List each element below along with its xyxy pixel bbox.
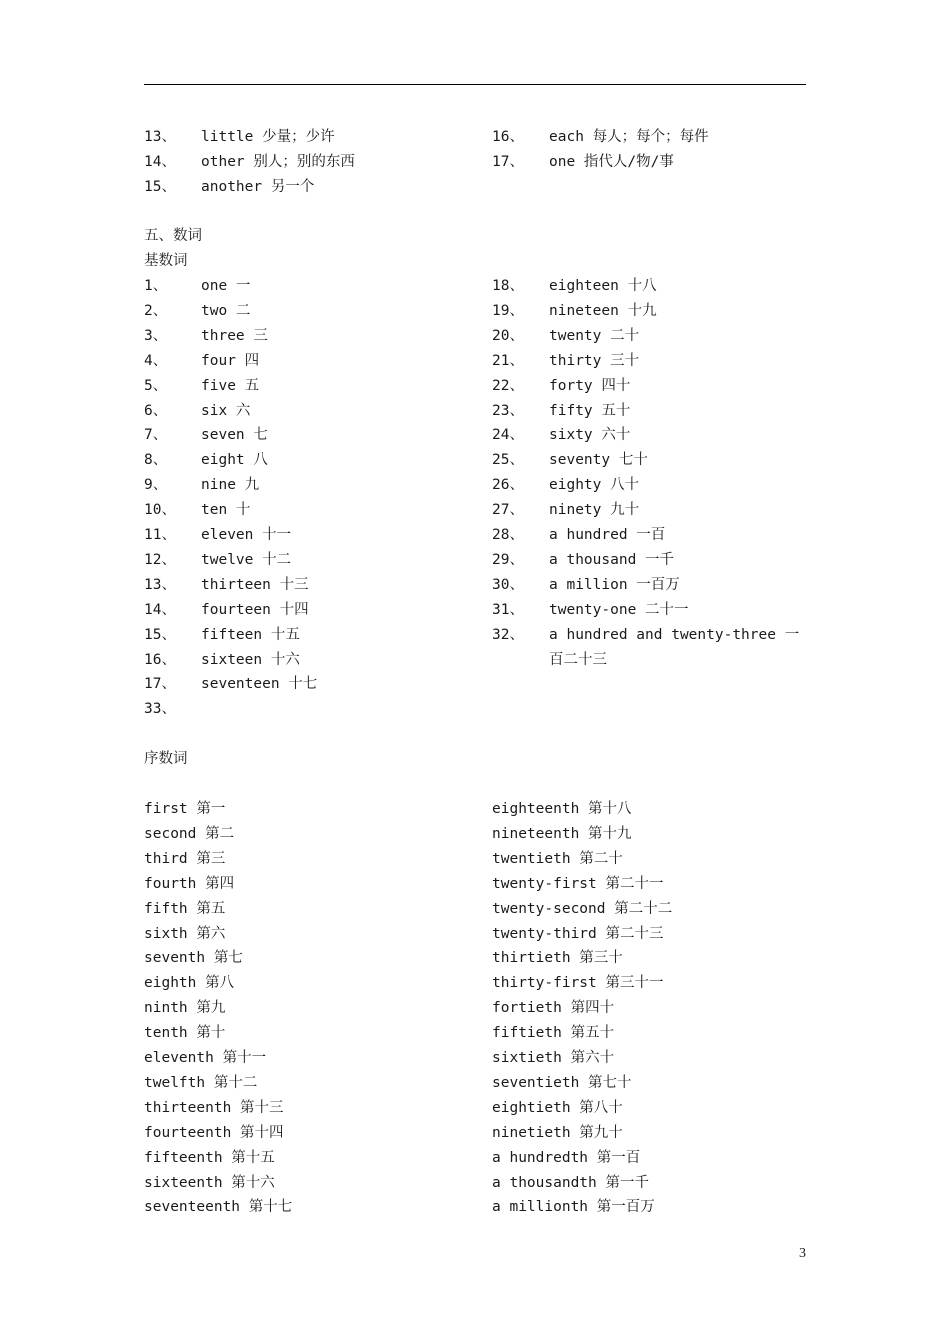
ordinal-item: ninetieth 第九十 xyxy=(492,1124,623,1141)
pronoun-item-number: 13、 xyxy=(144,129,176,145)
ordinal-item: a thousandth 第一千 xyxy=(492,1174,649,1191)
ordinal-item: eightieth 第八十 xyxy=(492,1099,623,1116)
cardinal-item-text: thirteen 十三 xyxy=(201,576,309,593)
cardinal-item-number: 13、 xyxy=(144,576,176,593)
cardinal-item-text: twelve 十二 xyxy=(201,551,292,568)
ordinal-item: thirtieth 第三十 xyxy=(492,950,623,967)
cardinal-item-number: 32、 xyxy=(492,626,524,643)
cardinal-item-text: six 六 xyxy=(201,402,251,419)
ordinal-item: fourth 第四 xyxy=(144,875,235,892)
cardinal-item-text: five 五 xyxy=(201,377,260,394)
ordinal-item: a millionth 第一百万 xyxy=(492,1199,655,1216)
cardinal-item-text: fifteen 十五 xyxy=(201,626,300,643)
ordinal-item: nineteenth 第十九 xyxy=(492,825,632,842)
cardinal-item-number: 15、 xyxy=(144,626,176,643)
cardinal-heading: 基数词 xyxy=(144,253,188,269)
ordinal-item: eleventh 第十一 xyxy=(144,1050,267,1066)
cardinal-item-number: 6、 xyxy=(144,402,168,419)
ordinal-item: fifth 第五 xyxy=(144,900,226,917)
cardinal-item-text: seventy 七十 xyxy=(549,452,648,469)
cardinal-item-text: a hundred and twenty-three 一 xyxy=(549,626,800,643)
cardinal-item-number: 17、 xyxy=(144,676,176,693)
ordinal-item: seventieth 第七十 xyxy=(492,1074,632,1091)
ordinal-item: thirteenth 第十三 xyxy=(144,1099,284,1116)
cardinal-item-text: a hundred 一百 xyxy=(549,527,666,543)
ordinal-item: fiftieth 第五十 xyxy=(492,1025,615,1042)
cardinal-item-number: 1、 xyxy=(144,278,168,294)
cardinal-item-text: eighty 八十 xyxy=(549,477,640,494)
cardinal-item-text: a thousand 一千 xyxy=(549,551,675,568)
cardinal-item-number: 5、 xyxy=(144,377,168,394)
pronoun-item-number: 16、 xyxy=(492,129,524,145)
ordinal-item: sixth 第六 xyxy=(144,925,226,942)
ordinal-item: fifteenth 第十五 xyxy=(144,1149,275,1166)
ordinal-item: ninth 第九 xyxy=(144,1000,226,1017)
cardinal-item-number: 12、 xyxy=(144,551,176,568)
ordinal-item: seventh 第七 xyxy=(144,950,243,967)
pronoun-item-text: each 每人；每个；每件 xyxy=(549,129,709,145)
cardinal-item-text: twenty 二十 xyxy=(549,327,640,344)
ordinal-item: sixteenth 第十六 xyxy=(144,1174,275,1191)
cardinal-item-number: 20、 xyxy=(492,327,524,344)
cardinal-item-text: two 二 xyxy=(201,302,251,319)
cardinal-item-number: 2、 xyxy=(144,302,168,319)
ordinal-item: seventeenth 第十七 xyxy=(144,1199,293,1216)
cardinal-item-number: 9、 xyxy=(144,477,168,494)
cardinal-item-number: 11、 xyxy=(144,527,176,543)
cardinal-item-text: three 三 xyxy=(201,327,268,344)
cardinal-item-text: four 四 xyxy=(201,352,260,369)
ordinal-item: twenty-second 第二十二 xyxy=(492,900,673,917)
cardinal-item-text: fifty 五十 xyxy=(549,402,631,419)
cardinal-item-text: eleven 十一 xyxy=(201,527,292,543)
ordinal-item: eighteenth 第十八 xyxy=(492,801,632,817)
cardinal-item-number: 21、 xyxy=(492,352,524,369)
pronoun-item-number: 17、 xyxy=(492,153,524,170)
cardinal-item-text: eight 八 xyxy=(201,452,268,469)
cardinal-item-number: 28、 xyxy=(492,527,524,543)
ordinal-item: eighth 第八 xyxy=(144,975,235,992)
cardinal-item-text: forty 四十 xyxy=(549,377,631,394)
pronoun-item-number: 14、 xyxy=(144,153,176,170)
page-number: 3 xyxy=(799,1246,806,1261)
ordinal-item: twelfth 第十二 xyxy=(144,1074,258,1091)
cardinal-item-text: twenty-one 二十一 xyxy=(549,601,689,618)
cardinal-item-number: 23、 xyxy=(492,402,524,419)
ordinal-item: twentieth 第二十 xyxy=(492,850,623,867)
ordinal-item: second 第二 xyxy=(144,825,235,842)
cardinal-item-number: 19、 xyxy=(492,302,524,319)
cardinal-item-number: 29、 xyxy=(492,551,524,568)
ordinal-item: fourteenth 第十四 xyxy=(144,1124,284,1141)
cardinal-item-number: 14、 xyxy=(144,601,176,618)
pronoun-item-text: one 指代人/物/事 xyxy=(549,153,674,170)
cardinal-item-text: one 一 xyxy=(201,278,251,294)
cardinal-item-text: sixty 六十 xyxy=(549,427,631,444)
cardinal-item-number: 18、 xyxy=(492,278,524,294)
cardinal-item-text: thirty 三十 xyxy=(549,352,640,369)
ordinal-item: sixtieth 第六十 xyxy=(492,1050,615,1066)
cardinal-item-text: seven 七 xyxy=(201,427,268,444)
pronoun-item-number: 15、 xyxy=(144,178,176,195)
cardinal-item-number: 8、 xyxy=(144,452,168,469)
cardinal-item-text: eighteen 十八 xyxy=(549,278,657,294)
cardinal-item-number: 33、 xyxy=(144,701,176,718)
cardinal-item-text: seventeen 十七 xyxy=(201,676,318,693)
ordinal-item: a hundredth 第一百 xyxy=(492,1149,641,1166)
ordinal-item: fortieth 第四十 xyxy=(492,1000,615,1017)
cardinal-item-text: sixteen 十六 xyxy=(201,651,300,668)
cardinal-item-number: 16、 xyxy=(144,651,176,668)
cardinal-item-number: 31、 xyxy=(492,601,524,618)
cardinal-item-number: 7、 xyxy=(144,427,168,444)
ordinal-item: thirty-first 第三十一 xyxy=(492,975,664,992)
pronoun-item-text: little 少量；少许 xyxy=(201,129,335,145)
cardinal-item-text: nineteen 十九 xyxy=(549,302,657,319)
cardinal-item-text: nine 九 xyxy=(201,477,260,494)
cardinal-item-number: 22、 xyxy=(492,377,524,394)
ordinal-item: first 第一 xyxy=(144,801,226,817)
cardinal-item-number: 27、 xyxy=(492,502,524,519)
pronoun-item-text: other 别人；别的东西 xyxy=(201,153,355,170)
cardinal-item-number: 24、 xyxy=(492,427,524,444)
cardinal-item-text: ten 十 xyxy=(201,502,251,519)
ordinal-item: tenth 第十 xyxy=(144,1025,226,1042)
header-rule xyxy=(144,84,806,85)
ordinal-item: twenty-third 第二十三 xyxy=(492,925,664,942)
pronoun-item-text: another 另一个 xyxy=(201,178,315,195)
cardinal-item-text: fourteen 十四 xyxy=(201,601,309,618)
ordinal-heading: 序数词 xyxy=(144,751,188,767)
cardinal-item-number: 30、 xyxy=(492,576,524,593)
cardinal-item-number: 26、 xyxy=(492,477,524,494)
ordinal-item: third 第三 xyxy=(144,850,226,867)
cardinal-item-number: 3、 xyxy=(144,327,168,344)
cardinal-item-text: 百二十三 xyxy=(549,651,607,668)
cardinal-item-text: a million 一百万 xyxy=(549,576,680,593)
section-title: 五、数词 xyxy=(144,228,202,244)
cardinal-item-number: 25、 xyxy=(492,452,524,469)
cardinal-item-number: 10、 xyxy=(144,502,176,519)
cardinal-item-number: 4、 xyxy=(144,352,168,369)
cardinal-item-text: ninety 九十 xyxy=(549,502,640,519)
ordinal-item: twenty-first 第二十一 xyxy=(492,875,664,892)
